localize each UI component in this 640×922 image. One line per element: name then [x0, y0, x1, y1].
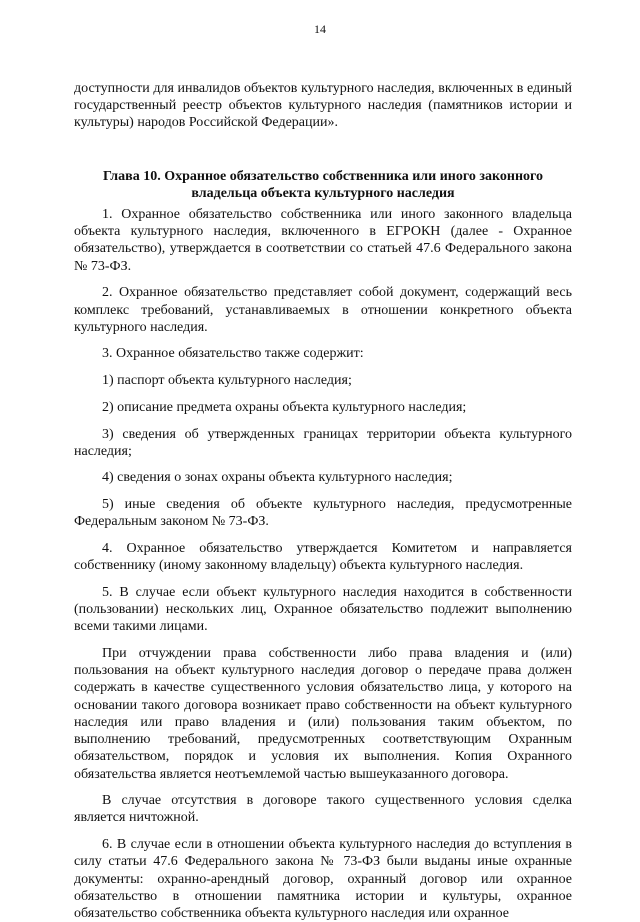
intro-paragraph: доступности для инвалидов объектов культурного наследия, включенных в единый государственный реестр объектов культурного наследия (памятников истории и культуры) народов Российской Федерации». — [74, 81, 572, 131]
paragraph-5: 5. В случае если объект культурного наследия находится в собственности (пользовании) нескольких лиц, Охранное обязательство подлежит выполнению всеми такими лицами. — [74, 584, 572, 635]
paragraph-5-transfer: При отчуждении права собственности либо права владения и (или) пользования на объект культурного наследия договор о передаче права должен содержать в качестве существенного условия обязательство лица, у которого на основании такого договора возникает право собственности на объект культурного наследия или право владения и (или) пользования таким объектом, по выполнению требований, предусмотренных соответствующим Охранным обязательством, порядок и условия их выполнения. Копия Охранного обязательства является неотъемлемой частью вышеуказанного договора. — [74, 646, 572, 782]
paragraph-4: 4. Охранное обязательство утверждается Комитетом и направляется собственнику (иному законному владельцу) объекта культурного наследия. — [74, 541, 572, 574]
paragraph-6: 6. В случае если в отношении объекта культурного наследия до вступления в силу статьи 47.6 Федерального закона № 73-ФЗ были выданы иные охранные документы: охранно-арендный договор, охранный договор или охранное обязательство в отношении памятника истории и культуры, охранное обязательство собственника объекта культурного наследия или охранное — [74, 837, 572, 921]
list-item-4: 4) сведения о зонах охраны объекта культурного наследия; — [102, 470, 453, 486]
list-item-1: 1) паспорт объекта культурного наследия; — [102, 373, 352, 389]
chapter-heading: Глава 10. Охранное обязательство собственника или иного законного владельца объекта культурного наследия — [102, 168, 544, 201]
paragraph-1: 1. Охранное обязательство собственника или иного законного владельца объекта культурного наследия, включенного в ЕГРОКН (далее - Охранное обязательство), утверждается в соответствии со статьей 47.6 Федерального закона № 73-ФЗ. — [74, 207, 572, 274]
page-number: 14 — [314, 22, 326, 36]
paragraph-3: 3. Охранное обязательство также содержит: — [102, 346, 364, 362]
paragraph-2: 2. Охранное обязательство представляет собой документ, содержащий весь комплекс требований, устанавливаемых в отношении конкретного объекта культурного наследия. — [74, 285, 572, 335]
list-item-3: 3) сведения об утвержденных границах территории объекта культурного наследия; — [74, 426, 572, 459]
paragraph-5-nullity: В случае отсутствия в договоре такого существенного условия сделка является ничтожной. — [74, 793, 572, 826]
list-item-5: 5) иные сведения об объекте культурного наследия, предусмотренные Федеральным законом № 73-ФЗ. — [74, 497, 572, 530]
list-item-2: 2) описание предмета охраны объекта культурного наследия; — [102, 399, 467, 415]
document-body — [74, 80, 572, 922]
